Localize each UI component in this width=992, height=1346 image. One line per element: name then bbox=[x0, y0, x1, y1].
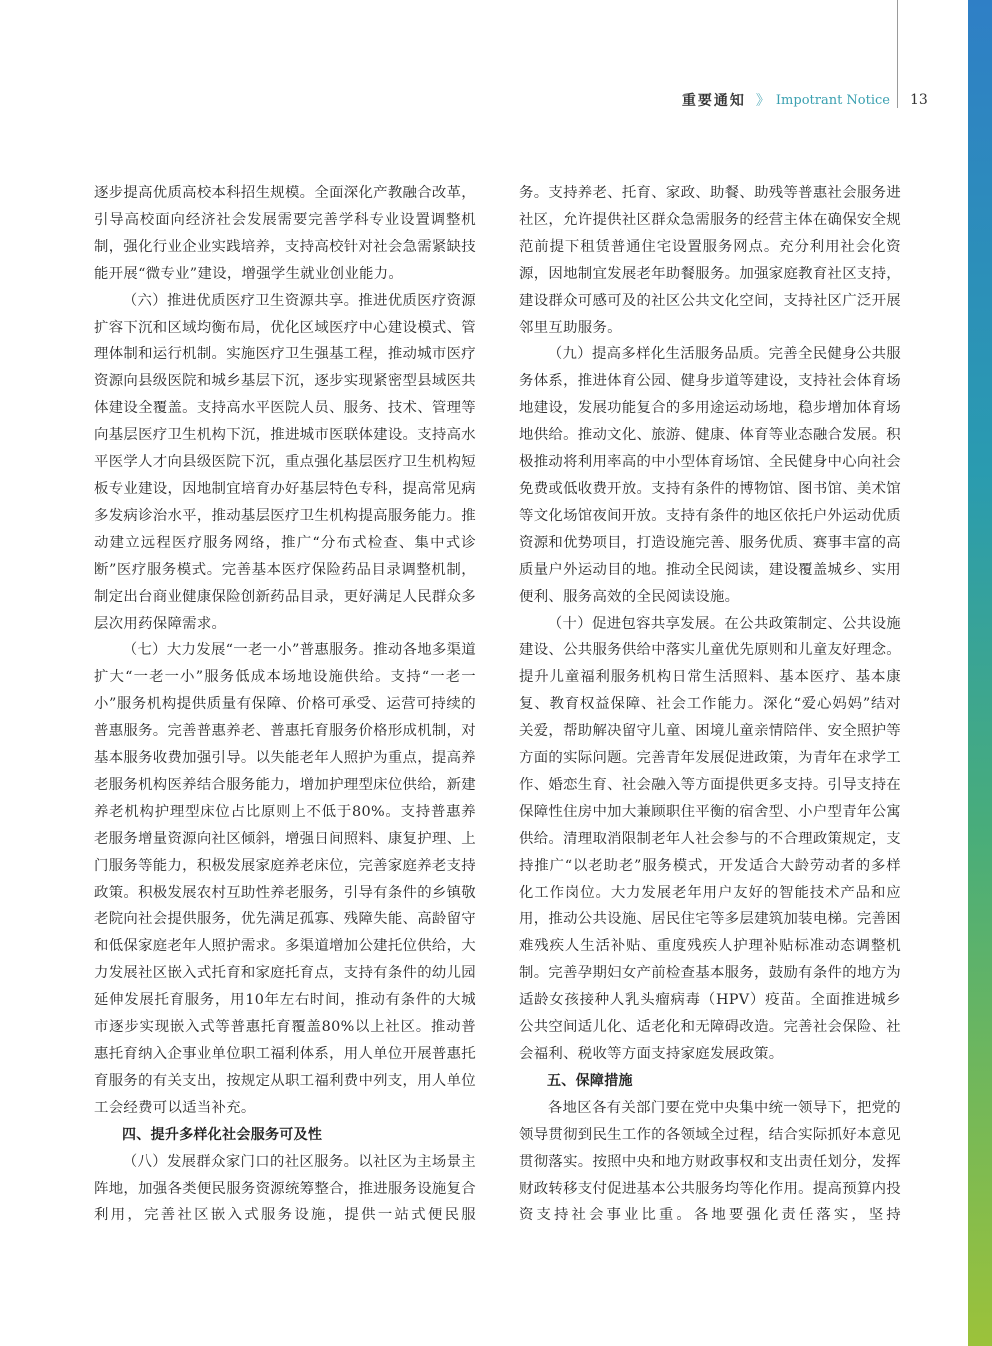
chevron-right-icon: 》 bbox=[755, 93, 770, 109]
section-heading: 五、保障措施 bbox=[547, 1072, 633, 1089]
text-column-left bbox=[94, 180, 476, 1229]
page-number: 13 bbox=[910, 92, 928, 108]
text-column-right bbox=[519, 180, 901, 1229]
paragraph: （八）发展群众家门口的社区服务。以社区为主场景主阵地，加强各类便民服务资源统筹整合，推进服务设施复合利用，完善社区嵌入式服务设施，提供一站式便民服 bbox=[94, 1153, 476, 1224]
section-title-cn: 重要通知 bbox=[681, 93, 746, 109]
running-header bbox=[600, 89, 890, 111]
paragraph: （七）大力发展“一老一小”普惠服务。推动各地多渠道扩大“一老一小”服务低成本场地设施供给。支持“一老一小”服务机构提供质量有保障、价格可承受、运营可持续的普惠服务。完善普惠养老、普惠托育服务价格形成机制，对基本服务收费加强引导。以失能老年人照护为重点，提高养老服务机构医养结合服务能力，增加护理型床位供给，新建养老机构护理型床位占比原则上不低于80%。支持普惠养老服务增量资源向社区倾斜，增强日间照料、康复护理、上门服务等能力，积极发展家庭养老床位，完善家庭养老支持政策。积极发展农村互助性养老服务，引导有条件的乡镇敬老院向社会提供服务，优先满足孤寡、残障失能、高龄留守和低保家庭老年人照护需求。多渠道增加公建托位供给，大力发展社区嵌入式托育和家庭托育点，支持有条件的幼儿园延伸发展托育服务，用10年左右时间，推动有条件的大城市逐步实现嵌入式等普惠托育覆盖80%以上社区。推动普惠托育纳入企事业单位职工福利体系，用人单位开展普惠托育服务的有关支出，按规定从职工福利费中列支，用人单位工会经费可以适当补充。 bbox=[94, 642, 476, 1116]
decorative-gradient-bar bbox=[968, 0, 992, 1346]
paragraph: （六）推进优质医疗卫生资源共享。推进优质医疗资源扩容下沉和区域均衡布局，优化区域医疗中心建设模式、管理体制和运行机制。实施医疗卫生强基工程，推动城市医疗资源向县级医院和城乡基层下沉，逐步实现紧密型县域医共体建设全覆盖。支持高水平医院人员、服务、技术、管理等向基层医疗卫生机构下沉，推进城市医联体建设。支持高水平医学人才向县级医院下沉，重点强化基层医疗卫生机构短板专业建设，因地制宜培育办好基层特色专科，提高常见病多发病诊治水平，推动基层医疗卫生机构提高服务能力。推动建立远程医疗服务网络，推广“分布式检查、集中式诊断”医疗服务模式。完善基本医疗保险药品目录调整机制，制定出台商业健康保险创新药品目录，更好满足人民群众多层次用药保障需求。 bbox=[94, 292, 476, 632]
paragraph: （九）提高多样化生活服务品质。完善全民健身公共服务体系，推进体育公园、健身步道等建设，支持社会体育场地建设，发展功能复合的多用途运动场地，稳步增加体育场地供给。推动文化、旅游、健康、体育等业态融合发展。积极推动将利用率高的中小型体育场馆、全民健身中心向社会免费或低收费开放。支持有条件的博物馆、图书馆、美术馆等文化场馆夜间开放。支持有条件的地区依托户外运动优质资源和优势项目，打造设施完善、服务优质、赛事丰富的高质量户外运动目的地。推动全民阅读，建设覆盖城乡、实用便利、服务高效的全民阅读设施。 bbox=[519, 346, 901, 605]
header-divider bbox=[897, 0, 898, 108]
paragraph: 逐步提高优质高校本科招生规模。全面深化产教融合改革，引导高校面向经济社会发展需要完善学科专业设置调整机制，强化行业企业实践培养，支持高校针对社会急需紧缺技能开展“微专业”建设，增强学生就业创业能力。 bbox=[94, 185, 476, 282]
section-title-en: Impotrant Notice bbox=[775, 92, 890, 108]
paragraph: （十）促进包容共享发展。在公共政策制定、公共设施建设、公共服务供给中落实儿童优先原则和儿童友好理念。提升儿童福利服务机构日常生活照料、基本医疗、基本康复、教育权益保障、社会工作能力。深化“爱心妈妈”结对关爱，帮助解决留守儿童、困境儿童亲情陪伴、安全照护等方面的实际问题。完善青年发展促进政策，为青年在求学工作、婚恋生育、社会融入等方面提供更多支持。引导支持在保障性住房中加大兼顾职住平衡的宿舍型、小户型青年公寓供给。清理取消限制老年人社会参与的不合理政策规定，支持推广“以老助老”服务模式，开发适合大龄劳动者的多样化工作岗位。大力发展老年用户友好的智能技术产品和应用，推动公共设施、居民住宅等多层建筑加装电梯。完善困难残疾人生活补贴、重度残疾人护理补贴标准动态调整机制。完善孕期妇女产前检查基本服务，鼓励有条件的地方为适龄女孩接种人乳头瘤病毒（HPV）疫苗。全面推进城乡公共空间适儿化、适老化和无障碍改造。完善社会保险、社会福利、税收等方面支持家庭发展政策。 bbox=[519, 615, 901, 1062]
paragraph: 务。支持养老、托育、家政、助餐、助残等普惠社会服务进社区，允许提供社区群众急需服务的经营主体在确保安全规范前提下租赁普通住宅设置服务网点。充分利用社会化资源，因地制宜发展老年助餐服务。加强家庭教育社区支持，建设群众可感可及的社区公共文化空间，支持社区广泛开展邻里互助服务。 bbox=[519, 185, 901, 336]
section-heading: 四、提升多样化社会服务可及性 bbox=[122, 1126, 323, 1143]
paragraph: 各地区各有关部门要在党中央集中统一领导下，把党的领导贯彻到民生工作的各领域全过程，结合实际抓好本意见贯彻落实。按照中央和地方财政事权和支出责任划分，发挥财政转移支付促进基本公共服务均等化作用。提高预算内投资支持社会事业比重。各地要强化责任落实，坚持 bbox=[519, 1099, 901, 1224]
